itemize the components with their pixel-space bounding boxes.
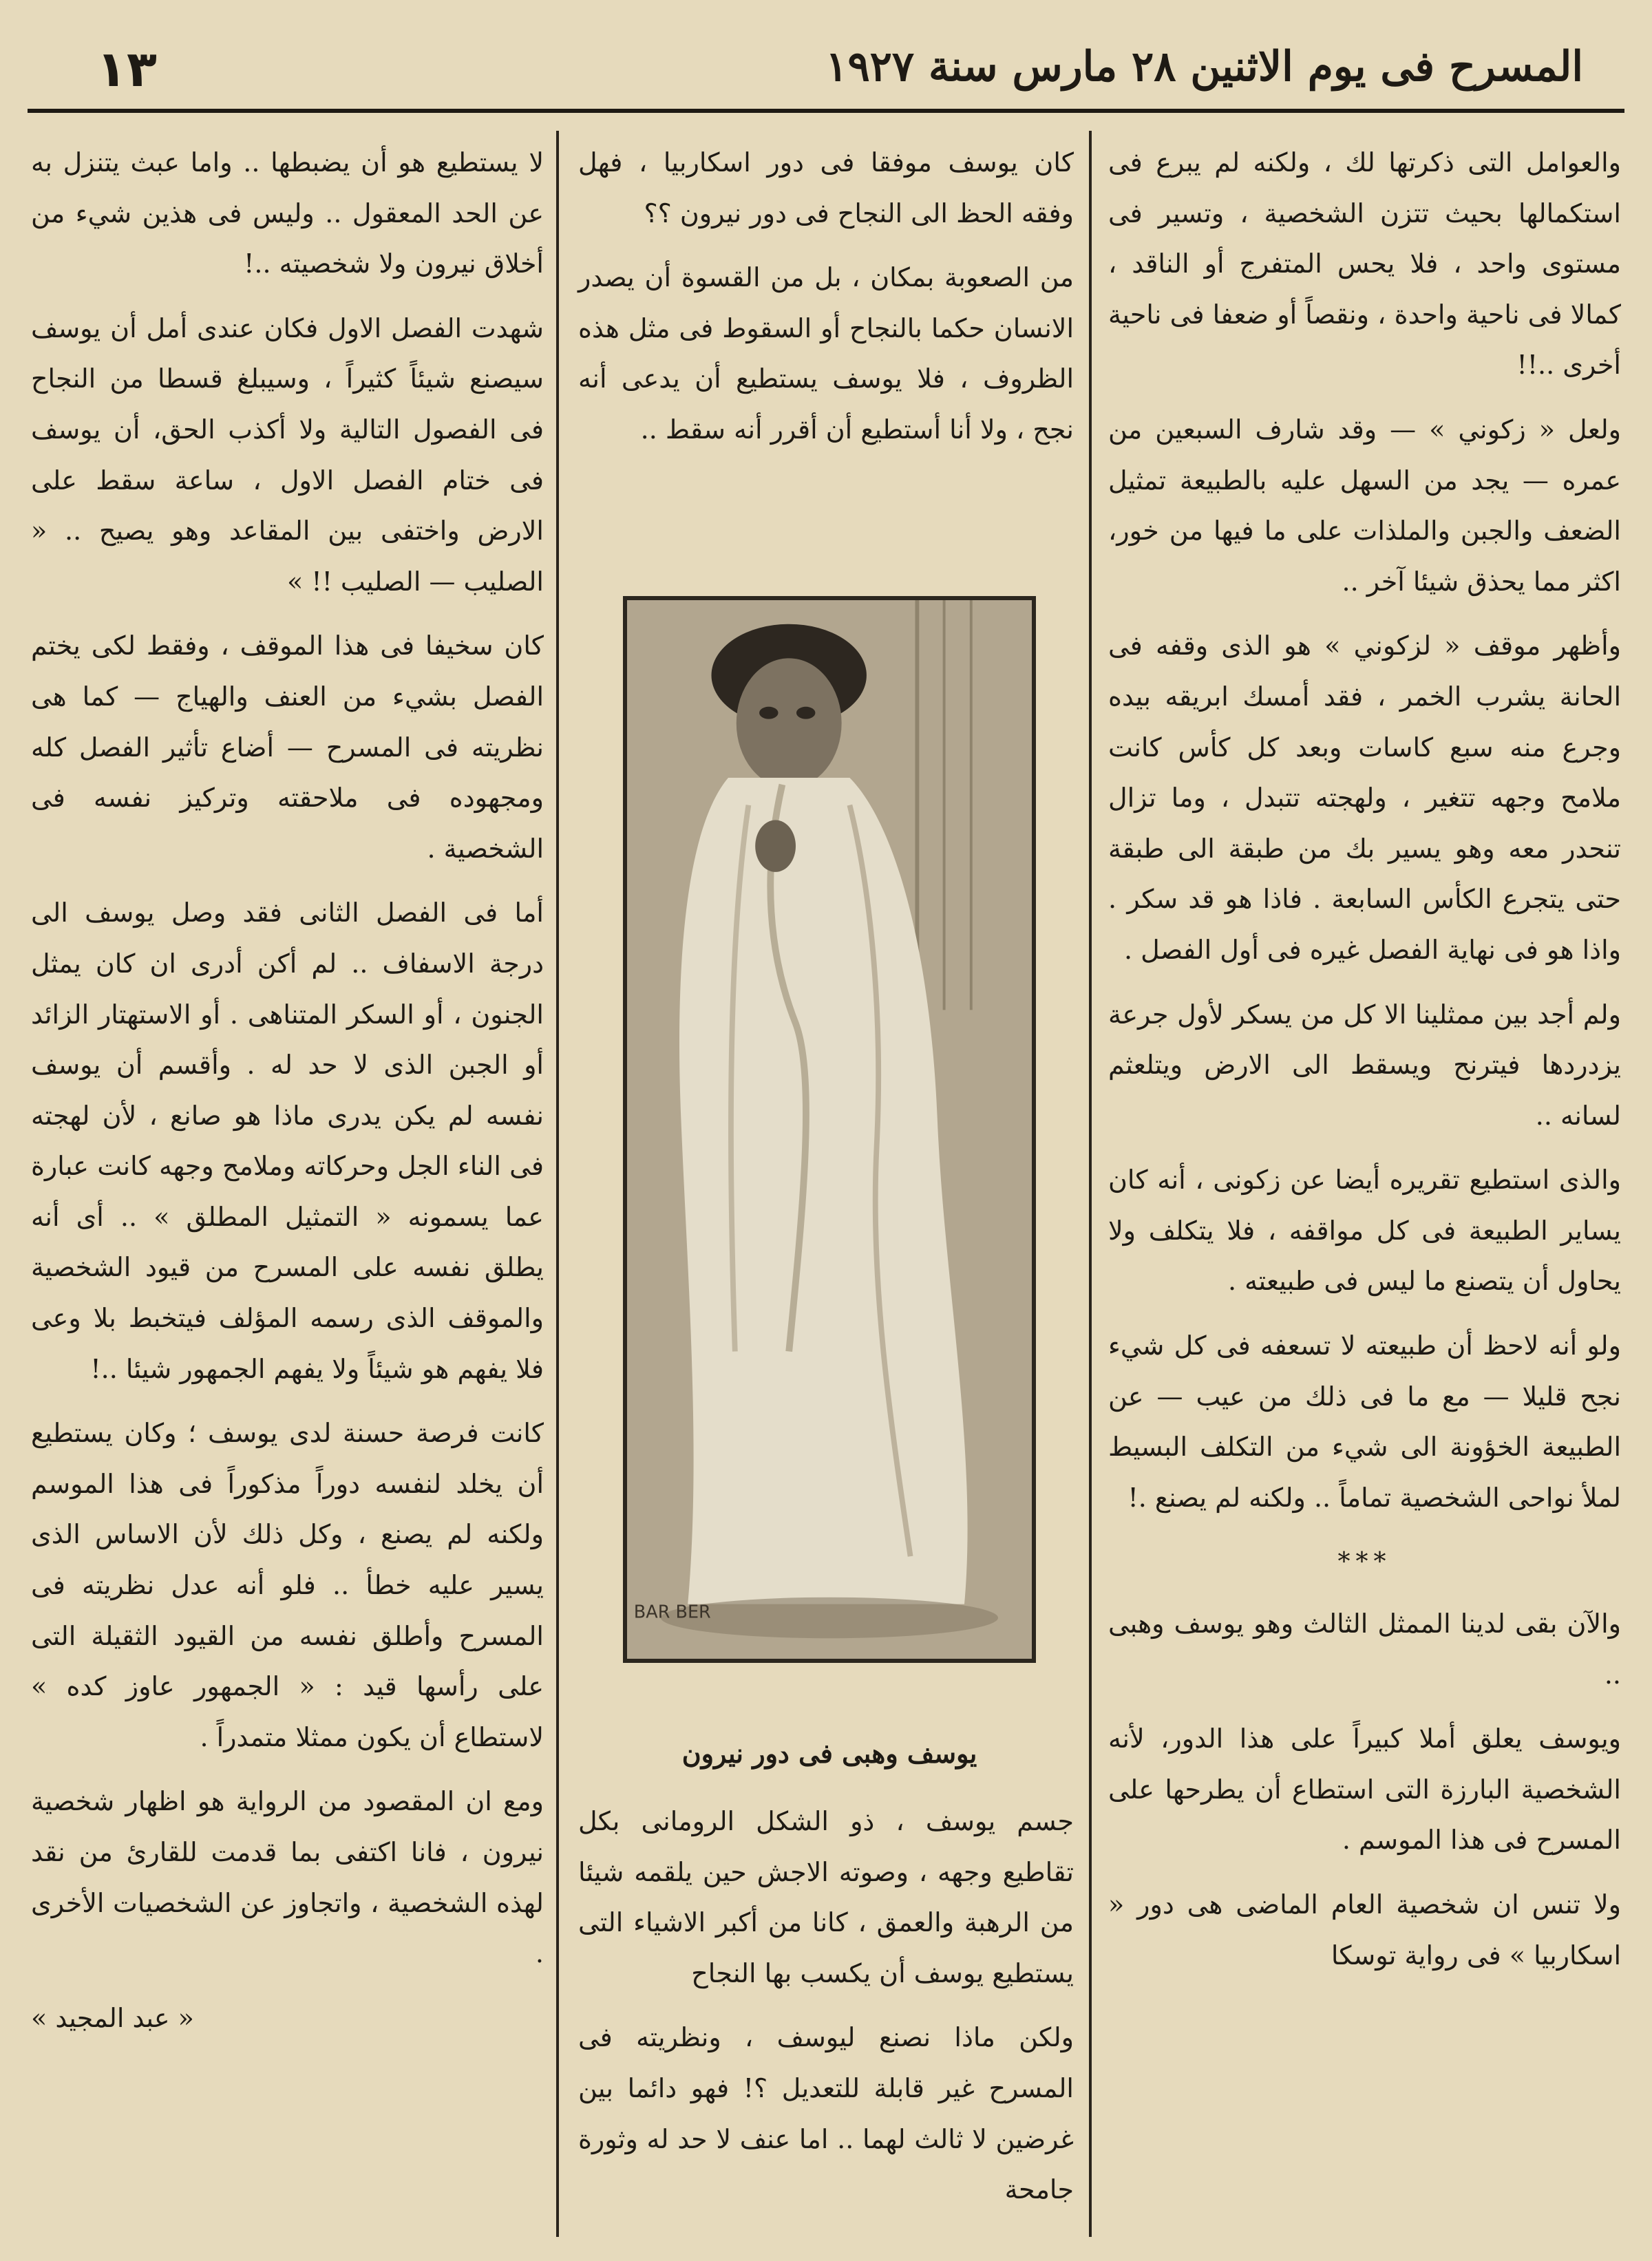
portrait-photo (623, 596, 1036, 1663)
photo-caption: يوسف وهبى فى دور نيرون (681, 1738, 977, 1769)
paragraph: ولكن ماذا نصنع ليوسف ، ونظريته فى المسرح غير قابلة للتعديل ؟! فهو دائما بين غرضين لا ثالث لهما .. اما عنف لا حد له وثورة جامحة (578, 2022, 1074, 2205)
paragraph: ولم أجد بين ممثلينا الا كل من يسكر لأول جرعة يزدردها فيترنح ويسقط الى الارض ويتلعثم لسانه .. (1108, 999, 1621, 1131)
page-number: ١٣ (96, 40, 157, 98)
column-divider-right (1089, 131, 1092, 2237)
photo-credit: BAR BER (633, 1602, 711, 1623)
paragraph: والآن بقى لدينا الممثل الثالث وهو يوسف وهبى .. (1108, 1609, 1621, 1690)
paragraph: شهدت الفصل الاول فكان عندى أمل أن يوسف سيصنع شيئاً كثيراً ، وسيبلغ قسطا من النجاح فى الفصول التالية ولا أكذب الحق، أن يوسف فى ختام الفصل الاول ، ساعة سقط على الارض واختفى بين المقاعد وهو يصيح .. « الصليب — الصليب !! » (31, 312, 544, 597)
header-divider (28, 109, 1624, 113)
middle-column-top (578, 138, 1074, 469)
paragraph: ولعل « زكوني » — وقد شارف السبعين من عمره — يجد من السهل عليه بالطبيعة تمثيل الضعف والجبن والملذات على ما فيها من خور، اكثر مما يحذق شيئا آخر .. (1108, 414, 1621, 597)
left-column (31, 138, 544, 2057)
paragraph: كانت فرصة حسنة لدى يوسف ؛ وكان يستطيع أن يخلد لنفسه دوراً مذكوراً فى هذا الموسم ولكنه لم يصنع ، وكل ذلك لأن الاساس الذى يسير عليه خطأ .. فلو أنه عدل نظريته فى المسرح وأطلق نفسه من القيود الثقيلة التى على رأسها قيد : « الجمهور عاوز كده » لاستطاع أن يكون ممثلا متمدراً . (31, 1418, 544, 1752)
paragraph: جسم يوسف ، ذو الشكل الرومانى بكل تقاطيع وجهه ، وصوته الاجش حين يلقمه شيئا من الرهبة والعمق ، كانا من أكبر الاشياء التى يستطيع يوسف أن يكسب بها النجاح (578, 1806, 1074, 1988)
paragraph: ولو أنه لاحظ أن طبيعته لا تسعفه فى كل شيء نجح قليلا — مع ما فى ذلك من عيب — عن الطبيعة الخؤونة الى شيء من التكلف البسيط لملأ نواحى الشخصية تماماً .. ولكنه لم يصنع .! (1108, 1330, 1621, 1513)
paragraph: والعوامل التى ذكرتها لك ، ولكنه لم يبرع فى استكمالها بحيث تتزن الشخصية ، وتسير فى مستوى واحد ، فلا يحس المتفرج أو الناقد ، كمالا فى ناحية واحدة ، ونقصاً أو ضعفا فى ناحية أخرى ..!! (1108, 147, 1621, 381)
page-header (28, 28, 1624, 103)
column-divider-left (556, 131, 559, 2237)
paragraph: من الصعوبة بمكان ، بل من القسوة أن يصدر الانسان حكما بالنجاح أو السقوط فى مثل هذه الظروف ، فلا يوسف يستطيع أن يدعى أنه نجح ، ولا أنا أستطيع أن أقرر أنه سقط .. (578, 262, 1074, 445)
right-column (1108, 138, 1621, 1995)
paragraph: والذى استطيع تقريره أيضا عن زكونى ، أنه كان يساير الطبيعة فى كل مواقفه ، فلا يتكلف ولا يحاول أن يتصنع ما ليس فى طبيعته . (1108, 1165, 1621, 1297)
paragraph: ويوسف يعلق أملا كبيراً على هذا الدور، لأنه الشخصية البارزة التى استطاع أن يطرحها على المسرح فى هذا الموسم . (1108, 1723, 1621, 1856)
paragraph: كان سخيفا فى هذا الموقف ، وفقط لكى يختم الفصل بشيء من العنف والهياج — كما هى نظريته فى المسرح — أضاع تأثير الفصل كله ومجهوده فى ملاحقته وتركيز نفسه فى الشخصية . (31, 630, 544, 864)
portrait-image (627, 600, 1032, 1659)
paragraph: ومع ان المقصود من الرواية هو اظهار شخصية نيرون ، فانا اكتفى بما قدمت للقارئ من نقد لهذه الشخصية ، واتجاوز عن الشخصيات الأخرى . (31, 1786, 544, 1969)
masthead-title: المسرح فى يوم الاثنين ٢٨ مارس سنة ١٩٢٧ (825, 43, 1583, 91)
paragraph: وأظهر موقف « لزكوني » هو الذى وقفه فى الحانة يشرب الخمر ، فقد أمسك ابريقه بيده وجرع منه سبع كاسات وبعد كل كأس كانت ملامح وجهه تتغير ، ولهجته تتبدل ، وما تزال تنحدر معه وهو يسير بك من طبقة الى طبقة حتى يتجرع الكأس السابعة . فاذا هو قد سكر . واذا هو فى نهاية الفصل غيره فى أول الفصل . (1108, 630, 1621, 965)
paragraph: أما فى الفصل الثانى فقد وصل يوسف الى درجة الاسفاف .. لم أكن أدرى ان كان يمثل الجنون ، أو السكر المتناهى . أو الاستهتار الزائد أو الجبن الذى لا حد له . وأقسم أن يوسف نفسه لم يكن يدرى ماذا هو صانع ، لأن لهجته فى الناء الجل وحركاته وملامح وجهه كانت عبارة عما يسمونه « التمثيل المطلق » .. أى أنه يطلق نفسه على المسرح من قيود الشخصية والموقف الذى رسمه المؤلف فيتخبط بلا وعى فلا يفهم هو شيئاً ولا يفهم الجمهور شيئا ..! (31, 898, 544, 1384)
middle-column-bottom (578, 1796, 1074, 2229)
paragraph: ولا تنس ان شخصية العام الماضى هى دور « اسكاربيا » فى رواية توسكا (1108, 1889, 1621, 1971)
paragraph: لا يستطيع هو أن يضبطها .. واما عبث يتنزل به عن الحد المعقول .. وليس فى هذين شيء من أخلاق نيرون ولا شخصيته ..! (31, 147, 544, 279)
paragraph: كان يوسف موفقا فى دور اسكاربيا ، فهل وفقه الحظ الى النجاح فى دور نيرون ؟؟ (578, 147, 1074, 229)
author-signature: « عبد المجيد » (31, 2002, 194, 2033)
section-separator: *** (1337, 1548, 1392, 1577)
